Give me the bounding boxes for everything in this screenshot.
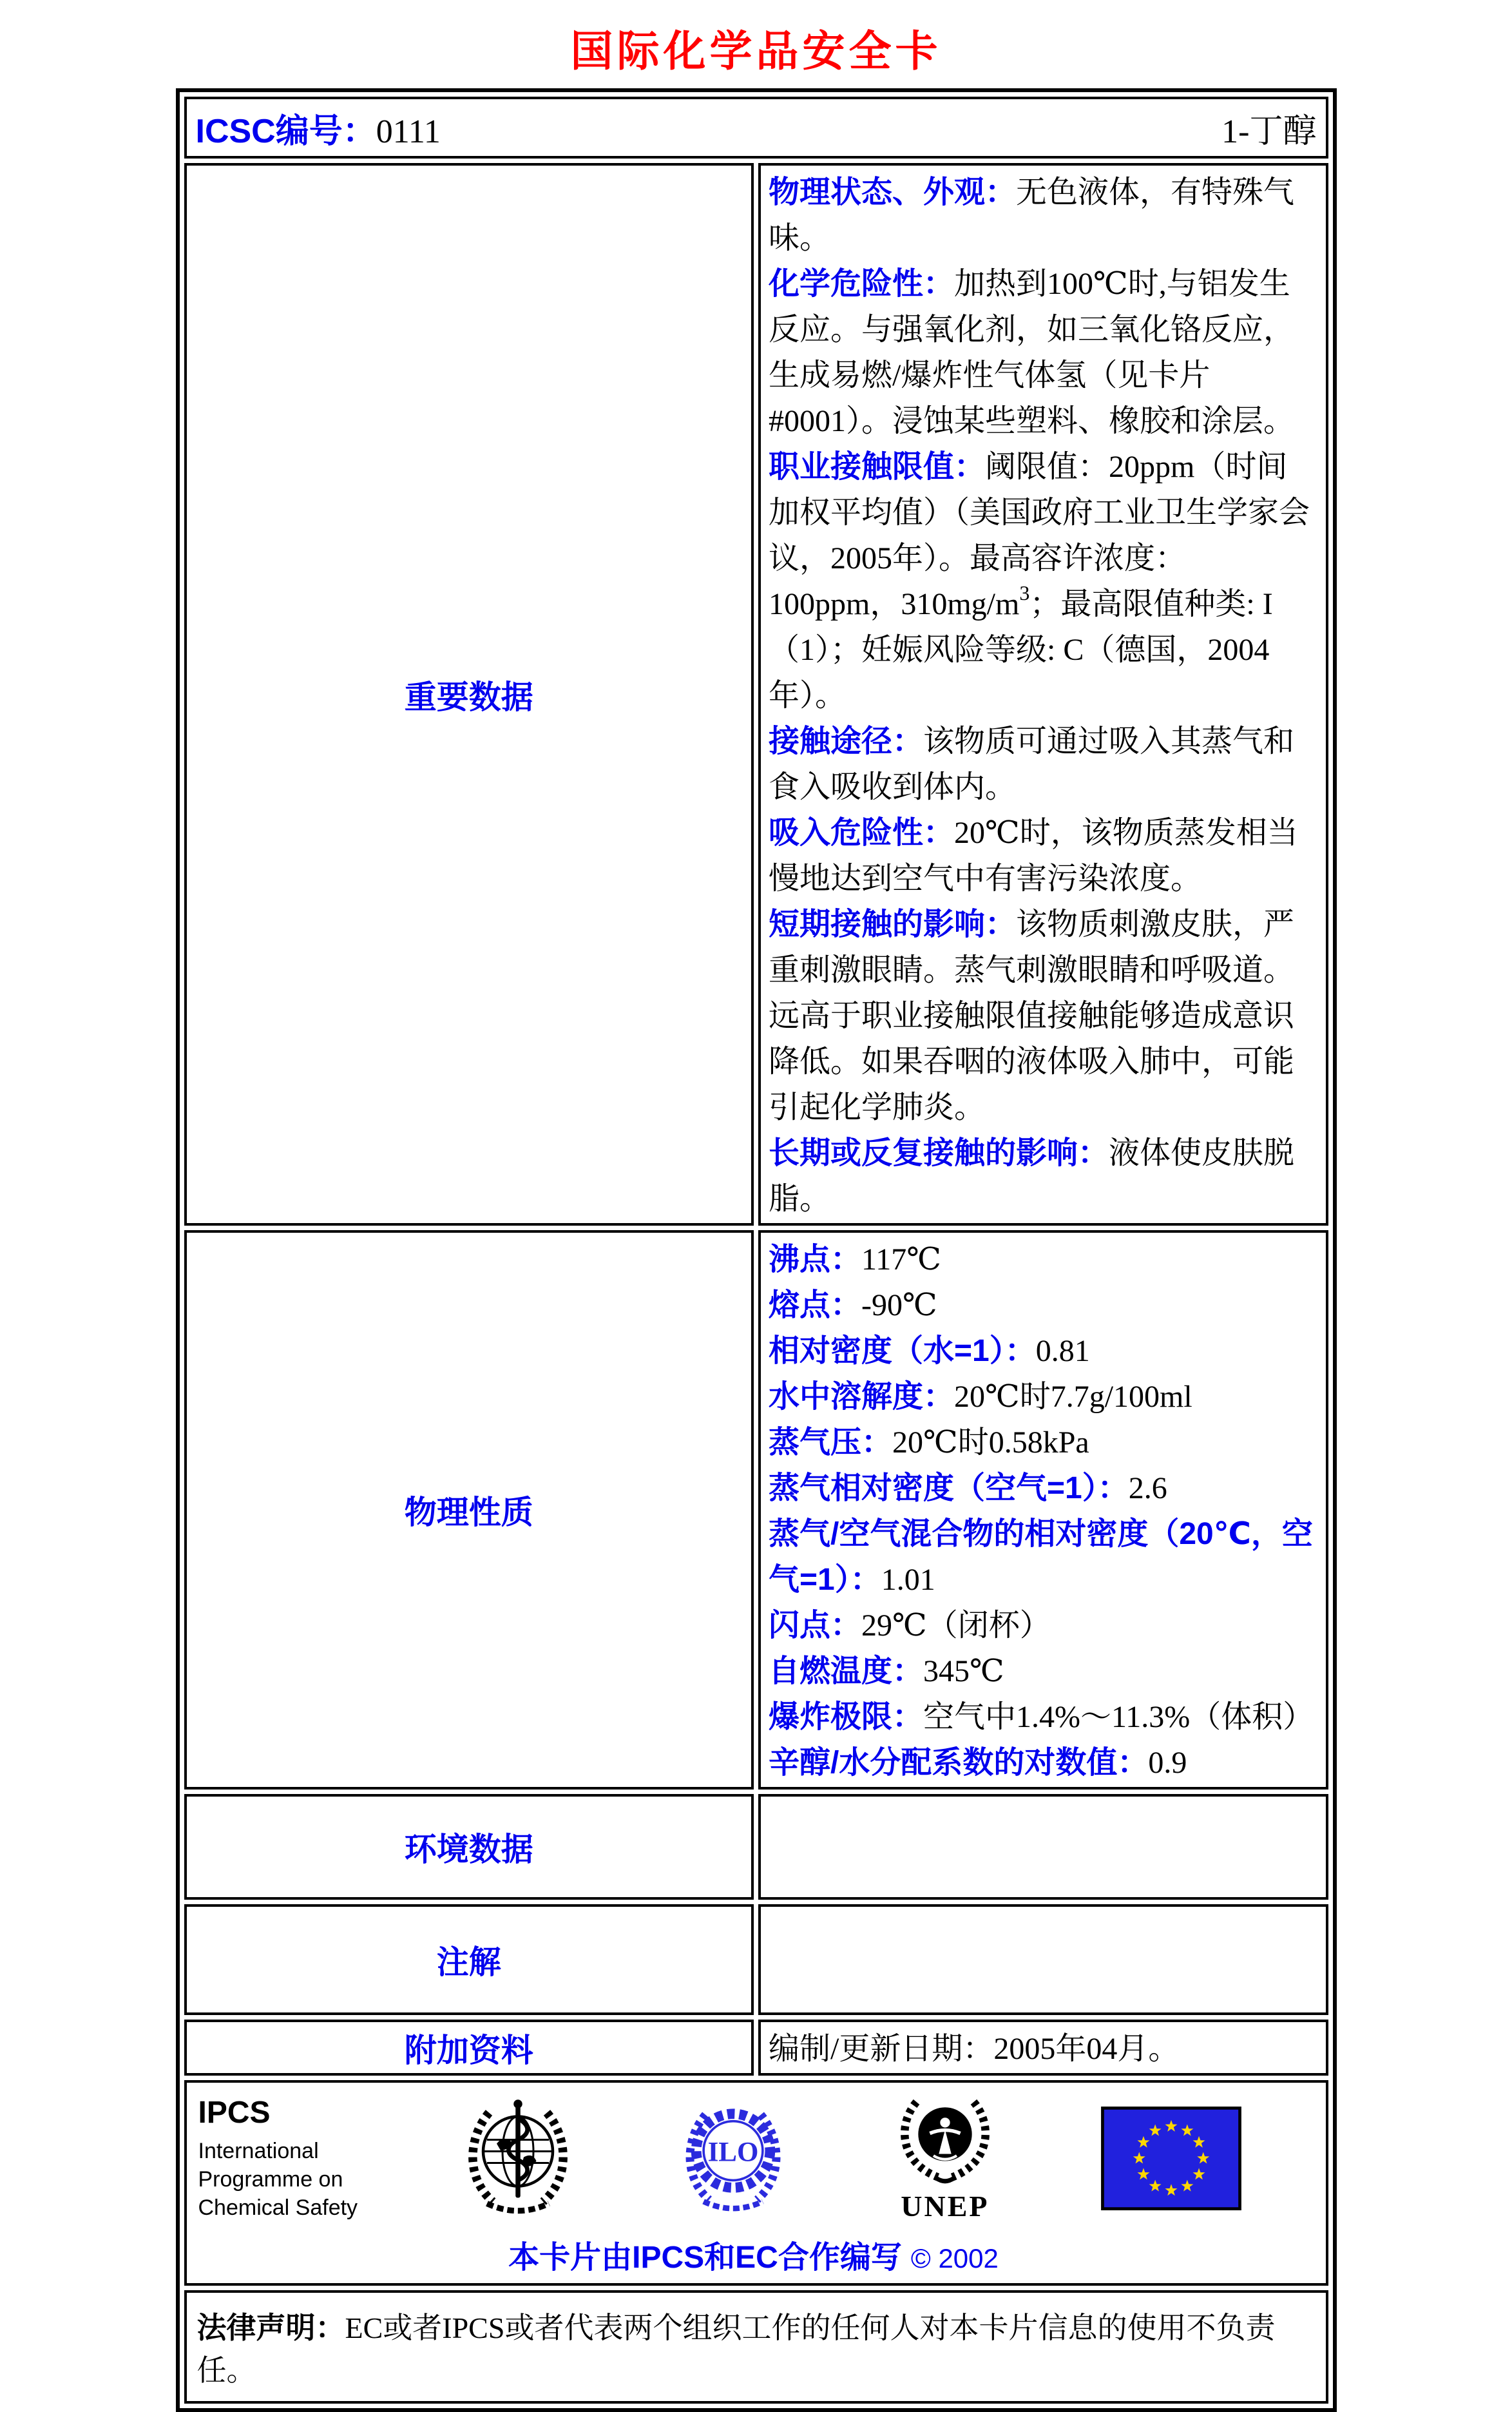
ilo-logo-icon (678, 2097, 789, 2219)
legal-cell (184, 2290, 1328, 2404)
field-value: 117℃ (861, 1242, 941, 1277)
unep-logo-icon (891, 2093, 999, 2190)
field-entry (769, 261, 1318, 444)
field-value: -90℃ (861, 1288, 937, 1322)
field-value: 0.9 (1148, 1746, 1187, 1780)
field-entry (769, 1237, 1318, 1282)
unep-caption: UNEP (901, 2190, 990, 2223)
field-entry (769, 1130, 1318, 1222)
field-value: 加热到100℃时,与铝发生反应。与强氧化剂，如三氧化铬反应，生成易燃/爆炸性气体氢（见卡片#0001）。浸蚀某些塑料、橡胶和涂层。 (769, 267, 1295, 438)
field-value-superscript: 3 (1019, 581, 1030, 604)
field-label: 熔点： (769, 1288, 862, 1322)
header-row (184, 97, 1328, 159)
ipcs-text-block (198, 2095, 358, 2222)
field-label: 吸入危险性： (769, 816, 955, 850)
field-value: 20℃时0.58kPa (892, 1425, 1089, 1460)
field-label: 相对密度（水=1）： (769, 1334, 1036, 1368)
notes-content (758, 1904, 1328, 2015)
eu-flag-icon (1101, 2107, 1241, 2210)
legal-row (184, 2290, 1328, 2404)
field-entry (769, 1420, 1318, 1465)
section-label-additional-info: 附加资料 (184, 2020, 754, 2076)
field-value: 液体使皮肤脱脂。 (769, 1136, 1295, 1216)
field-label: 蒸气/空气混合物的相对密度（20℃，空气=1）： (769, 1517, 1313, 1597)
physical-properties-row (184, 1230, 1328, 1790)
logos-row (184, 2080, 1328, 2286)
field-entry (769, 902, 1318, 1130)
important-data-row (184, 163, 1328, 1226)
icsc-number-label: ICSC编号： (195, 112, 376, 150)
field-value: 29℃（闭杯） (861, 1608, 1051, 1643)
environmental-data-row (184, 1794, 1328, 1900)
copyright-text: 本卡片由IPCS和EC合作编写 (508, 2241, 902, 2275)
field-value: 该物质刺激皮肤，严重刺激眼睛。蒸气刺激眼睛和呼吸道。远高于职业接触限值接触能够造成意识降低。如果吞咽的液体吸入肺中，可能引起化学肺炎。 (769, 907, 1295, 1124)
environmental-data-content (758, 1794, 1328, 1900)
field-label: 自燃温度： (769, 1654, 924, 1688)
field-value: 0.81 (1035, 1334, 1090, 1368)
copyright-year: © 2002 (910, 2243, 999, 2273)
field-entry (769, 1328, 1318, 1374)
field-value: ；最高限值种类: I（1）；妊娠风险等级: C（德国，2004年）。 (769, 587, 1273, 713)
field-label: 接触途径： (769, 724, 924, 758)
field-label: 水中溶解度： (769, 1380, 955, 1414)
field-entry (769, 444, 1318, 719)
ipcs-title: IPCS (198, 2095, 271, 2130)
field-value: 该物质可通过吸入其蒸气和食入吸收到体内。 (769, 724, 1295, 804)
field-entry (769, 719, 1318, 810)
important-data-content (758, 163, 1328, 1226)
section-label-notes: 注解 (184, 1904, 754, 2015)
copyright-line (195, 2232, 1313, 2277)
field-entry (769, 1648, 1318, 1694)
logos-cell (184, 2080, 1328, 2286)
additional-info-row (184, 2020, 1328, 2076)
unep-logo-block (891, 2093, 999, 2223)
field-entry (769, 1282, 1318, 1328)
field-entry (769, 1740, 1318, 1786)
field-entry (769, 1694, 1318, 1740)
section-label-physical-properties: 物理性质 (184, 1230, 754, 1790)
icsc-table (176, 88, 1337, 2412)
field-entry (769, 1603, 1318, 1648)
field-entry (769, 1374, 1318, 1420)
field-value: 阈限值：20ppm（时间加权平均值）（美国政府工业卫生学家会议，2005年）。最高容许浓度：100ppm，310mg/m (769, 450, 1310, 621)
field-label: 短期接触的影响： (769, 907, 1017, 941)
page-title: 国际化学品安全卡 (570, 27, 942, 75)
additional-info-content: 编制/更新日期：2005年04月。 (758, 2020, 1328, 2076)
notes-row (184, 1904, 1328, 2015)
field-label: 物理状态、外观： (769, 175, 1017, 209)
section-label-environmental-data: 环境数据 (184, 1794, 754, 1900)
field-label: 沸点： (769, 1242, 862, 1277)
field-value: 345℃ (923, 1654, 1004, 1688)
ipcs-subtitle: International Programme on Chemical Safety (198, 2138, 358, 2220)
field-entry (769, 810, 1318, 902)
field-value: 无色液体，有特殊气味。 (769, 175, 1295, 255)
icsc-number-group (196, 104, 441, 152)
field-entry (769, 1465, 1318, 1511)
field-label: 闪点： (769, 1608, 862, 1643)
field-value: 20℃时7.7g/100ml (954, 1380, 1192, 1414)
chemical-name: 1-丁醇 (1221, 113, 1317, 150)
field-entry (769, 169, 1318, 261)
field-value: 1.01 (881, 1563, 935, 1597)
field-label: 蒸气压： (769, 1425, 893, 1460)
field-label: 蒸气相对密度（空气=1）： (769, 1471, 1129, 1505)
who-logo-icon (460, 2095, 576, 2221)
header-cell (184, 97, 1328, 159)
field-label: 职业接触限值： (769, 450, 986, 484)
legal-label: 法律声明： (196, 2311, 345, 2344)
ilo-letters: ILO (707, 2137, 759, 2168)
field-value: 2.6 (1128, 1471, 1167, 1505)
field-label: 长期或反复接触的影响： (769, 1136, 1109, 1170)
field-label: 化学危险性： (769, 267, 955, 301)
field-value: 空气中1.4%～11.3%（体积） (923, 1700, 1314, 1734)
field-value: 20℃时，该物质蒸发相当慢地达到空气中有害污染浓度。 (769, 816, 1298, 896)
physical-properties-content (758, 1230, 1328, 1790)
field-label: 爆炸极限： (769, 1700, 924, 1734)
legal-text: EC或者IPCS或者代表两个组织工作的任何人对本卡片信息的使用不负责任。 (196, 2311, 1276, 2387)
field-label: 辛醇/水分配系数的对数值： (769, 1746, 1149, 1780)
section-label-important-data: 重要数据 (184, 163, 754, 1226)
field-entry (769, 1511, 1318, 1603)
icsc-number-value: 0111 (376, 113, 441, 150)
